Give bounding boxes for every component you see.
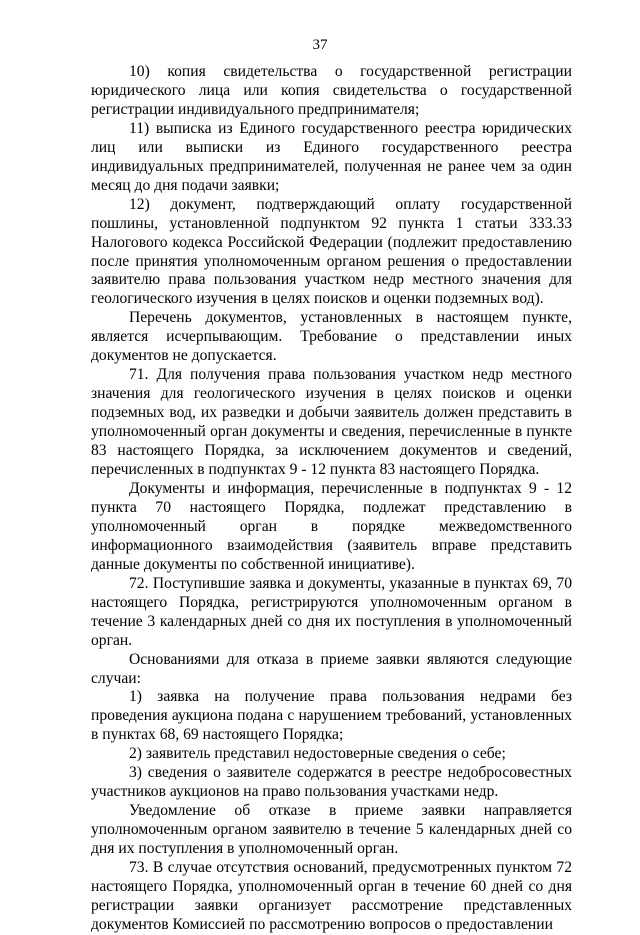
page-number: 37 bbox=[312, 37, 328, 53]
document-body bbox=[91, 63, 572, 935]
paragraph-clause-72: 72. Поступившие заявка и документы, указанные в пунктах 69, 70 настоящего Порядка, регистрируются уполномоченным органом в течение 3 календарных дней со дня их поступления в уполномоченный орган. bbox=[91, 574, 572, 649]
paragraph-item-12: 12) документ, подтверждающий оплату государственной пошлины, установленной подпунктом 92 пункта 1 статьи 333.33 Налогового кодекса Российской Федерации (подлежит предоставлению после принятия уполномоченным органом решения о предоставлении заявителю права пользования участком недр местного значения для геологического изучения в целях поисков и оценки подземных вод). bbox=[91, 195, 572, 308]
paragraph-item-11: 11) выписка из Единого государственного реестра юридических лиц или выписки из Единого государственного реестра индивидуальных предпринимателей, полученная не ранее чем за один месяц до дня подачи заявки; bbox=[91, 119, 572, 194]
paragraph-refusal-2: 2) заявитель представил недостоверные сведения о себе; bbox=[129, 745, 506, 763]
paragraph-interagency: Документы и информация, перечисленные в подпунктах 9 - 12 пункта 70 настоящего Порядка, подлежат представлению в уполномоченный орган в порядке межведомственного информационного взаимодействия (заявитель вправе представить данные документы по собственной инициативе). bbox=[91, 479, 572, 573]
paragraph-list-exhaustive: Перечень документов, установленных в настоящем пункте, является исчерпывающим. Требование о представлении иных документов не допускается. bbox=[91, 309, 572, 365]
paragraph-refusal-1: 1) заявка на получение права пользования недрами без проведения аукциона подана с нарушением требований, установленных в пунктах 68, 69 настоящего Порядка; bbox=[91, 688, 572, 744]
paragraph-refusal-3: 3) сведения о заявителе содержатся в реестре недобросовестных участников аукционов на право пользования участками недр. bbox=[91, 764, 572, 801]
paragraph-item-10: 10) копия свидетельства о государственной регистрации юридического лица или копия свидетельства о государственной регистрации индивидуального предпринимателя; bbox=[91, 63, 572, 118]
paragraph-refusal-grounds: Основаниями для отказа в приеме заявки являются следующие случаи: bbox=[91, 650, 572, 687]
paragraph-refusal-notice: Уведомление об отказе в приеме заявки направляется уполномоченным органом заявителю в течение 5 календарных дней со дня их поступления в уполномоченный орган. bbox=[91, 802, 572, 858]
paragraph-clause-71: 71. Для получения права пользования участком недр местного значения для геологического изучения в целях поисков и оценки подземных вод, их разведки и добычи заявитель должен представить в уполномоченный орган документы и сведения, перечисленные в пункте 83 настоящего Порядка, за исключением документов и сведений, перечисленных в подпунктах 9 - 12 пункта 83 настоящего Порядка. bbox=[91, 366, 572, 479]
paragraph-clause-73: 73. В случае отсутствия оснований, предусмотренных пунктом 72 настоящего Порядка, уполномоченный орган в течение 60 дней со дня регистрации заявки организует рассмотрение представленных документов Комиссией по рассмотрению вопросов о предоставлении bbox=[91, 859, 572, 933]
